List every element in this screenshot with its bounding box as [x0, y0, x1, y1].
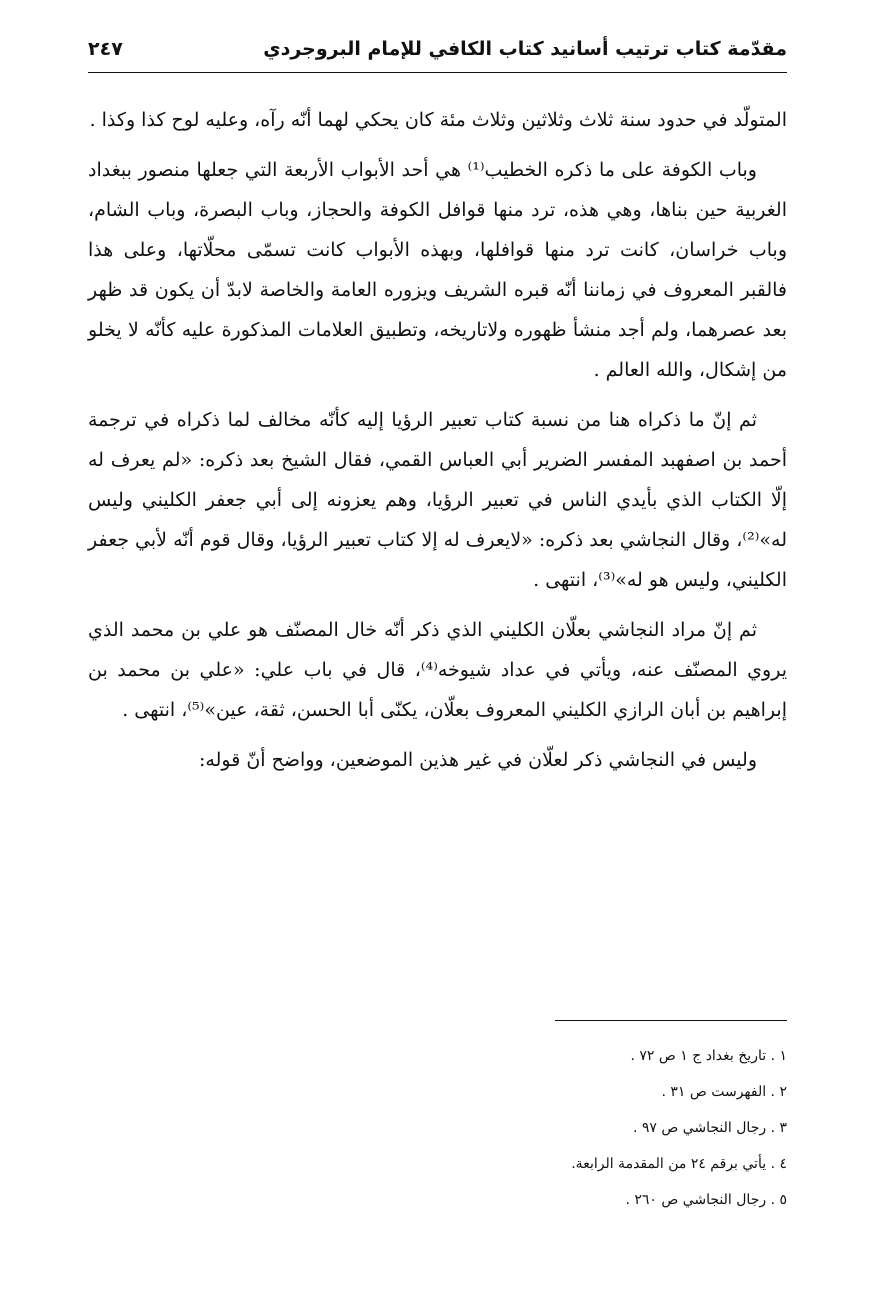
footnote-3: ٣ . رجال النجاشي ص ٩٧ . — [632, 1120, 787, 1136]
paragraph: ثم إنّ ما ذكراه هنا من نسبة كتاب تعبير الرؤيا إليه كأنّه مخالف لما ذكراه في ترجمة أحمد بن اصفهبد المفسر الضرير أبي العباس القمي، فقال الشيخ بعد ذكره: «لم يعرف له إلّا الكتاب الذي بأيدي الناس في تعبير الرؤيا، وهم يعزونه إلى أبي جعفر الكليني وليس له»⁽²⁾، وقال النجاشي بعد ذكره: «لايعرف له إلا كتاب تعبير الرؤيا، وقال قوم أنّه لأبي جعفر الكليني، وليس هو له»⁽³⁾، انتهى . — [88, 409, 787, 591]
page-number: ٢٤٧ — [88, 38, 123, 60]
main-text — [88, 100, 787, 790]
header-title: مقدّمة كتاب ترتيب أسانيد كتاب الكافي للإمام البروجردي — [263, 38, 787, 60]
header-divider — [88, 72, 787, 73]
footnotes — [88, 1038, 787, 1218]
paragraph: وليس في النجاشي ذكر لعلّان في غير هذين الموضعين، وواضح أنّ قوله: — [199, 749, 757, 771]
running-header — [88, 36, 787, 72]
paragraph: وباب الكوفة على ما ذكره الخطيب⁽¹⁾ هي أحد الأبواب الأربعة التي جعلها منصور ببغداد الغربية حين بناها، وهي هذه، ترد منها قوافل الكوفة والحجاز، وباب البصرة، وباب الشام، وباب خراسان، كانت ترد منها قوافلها، وبهذه الأبواب كانت تسمّى محلّاتها، وعلى هذا فالقبر المعروف في زماننا أنّه قبره الشريف ويزوره العامة والخاصة لابدّ أن يكون قد ظهر بعد عصرهما، ولم أجد منشأ ظهوره ولاتاريخه، وتطبيق العلامات المذكورة عليه كأنّه لا يخلو من إشكال، والله العالم . — [88, 159, 787, 381]
paragraph: المتولّد في حدود سنة ثلاث وثلاثين وثلاث مئة كان يحكي لهما أنّه رآه، وعليه لوح كذا وكذا . — [89, 109, 787, 131]
paragraph: ثم إنّ مراد النجاشي بعلّان الكليني الذي ذكر أنّه خال المصنّف هو علي بن محمد الذي يروي المصنّف عنه، ويأتي في عداد شيوخه⁽⁴⁾، قال في باب علي: «علي بن محمد بن إبراهيم بن أبان الرازي الكليني المعروف بعلّان، يكنّى أبا الحسن، ثقة، عين»⁽⁵⁾، انتهى . — [88, 619, 787, 721]
footnote-1: ١ . تاريخ بغداد ج ١ ص ٧٢ . — [630, 1048, 787, 1064]
footnote-4: ٤ . يأتي برقم ٢٤ من المقدمة الرابعة. — [571, 1156, 787, 1172]
footnote-2: ٢ . الفهرست ص ٣١ . — [661, 1084, 787, 1100]
footnote-divider — [555, 1020, 787, 1021]
footnote-5: ٥ . رجال النجاشي ص ٢٦٠ . — [625, 1192, 787, 1208]
